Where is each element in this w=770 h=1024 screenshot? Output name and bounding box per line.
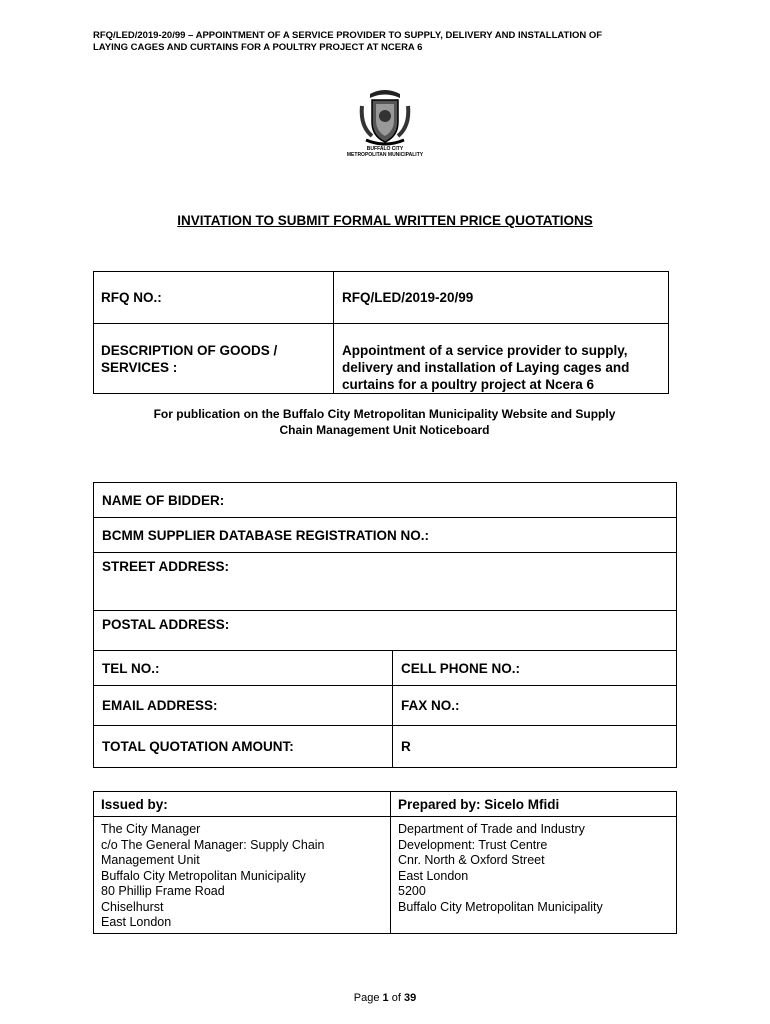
rfq-table [93, 271, 669, 394]
table-row [94, 518, 677, 553]
prepared-line: Buffalo City Metropolitan Municipality [398, 899, 603, 914]
publication-line-2: Chain Management Unit Noticeboard [279, 423, 490, 437]
prepared-line: 5200 [398, 884, 426, 898]
description-line-3: curtains for a poultry project at Ncera 6 [342, 377, 595, 392]
currency-field: R [393, 726, 677, 768]
total-pages: 39 [403, 992, 417, 1004]
logo-caption [325, 146, 445, 158]
rfq-label: RFQ NO.: [94, 272, 334, 324]
prepared-line: East London [398, 868, 469, 883]
page-number: 1 [382, 992, 389, 1004]
issued-line: Management Unit [101, 853, 200, 867]
issued-by-label: Issued by: [94, 792, 391, 817]
document-header [93, 30, 693, 54]
publication-note [93, 406, 676, 438]
prepared-line: Cnr. North & Oxford Street [398, 853, 545, 867]
header-line-1: RFQ/LED/2019-20/99 – APPOINTMENT OF A SERVICE PROVIDER TO SUPPLY, DELIVERY AND INSTALLATION OF [93, 30, 603, 41]
prepared-line: Development: Trust Centre [398, 837, 548, 852]
table-row [94, 324, 669, 394]
total-amount-field: TOTAL QUOTATION AMOUNT: [94, 726, 393, 768]
table-row [94, 686, 677, 726]
cell-phone-field: CELL PHONE NO.: [393, 651, 677, 686]
bidder-details-table [93, 482, 677, 768]
issued-by-address [94, 817, 391, 934]
table-row [94, 651, 677, 686]
of-word: of [391, 992, 401, 1004]
prepared-line: Department of Trade and Industry [398, 822, 585, 836]
tel-field: TEL NO.: [94, 651, 393, 686]
postal-address-field: POSTAL ADDRESS: [94, 611, 677, 651]
table-row [94, 817, 677, 934]
rfq-value: RFQ/LED/2019-20/99 [334, 272, 669, 324]
table-row [94, 272, 669, 324]
table-row [94, 483, 677, 518]
street-address-field: STREET ADDRESS: [94, 553, 677, 611]
bidder-name-field: NAME OF BIDDER: [94, 483, 677, 518]
issued-line: Chiselhurst [101, 899, 164, 914]
description-label-line-2: SERVICES : [101, 360, 178, 375]
table-row [94, 726, 677, 768]
page-footer [0, 992, 770, 1004]
description-line-2: delivery and installation of Laying cages and [342, 360, 630, 375]
logo-line-2: METROPOLITAN MUNICIPALITY [346, 152, 424, 158]
description-value [334, 324, 669, 394]
email-field: EMAIL ADDRESS: [94, 686, 393, 726]
fax-field: FAX NO.: [393, 686, 677, 726]
table-row [94, 611, 677, 651]
table-row [94, 553, 677, 611]
table-row [94, 792, 677, 817]
issued-line: c/o The General Manager: Supply Chain [101, 837, 325, 852]
header-line-2: LAYING CAGES AND CURTAINS FOR A POULTRY PROJECT AT NCERA 6 [93, 42, 423, 53]
page-word: Page [353, 992, 380, 1004]
publication-line-1: For publication on the Buffalo City Metropolitan Municipality Website and Supply [153, 407, 616, 421]
issued-line: The City Manager [101, 822, 201, 836]
issued-line: East London [101, 915, 172, 929]
page-title: INVITATION TO SUBMIT FORMAL WRITTEN PRICE QUOTATIONS [177, 213, 593, 228]
logo-line-1: BUFFALO CITY [366, 146, 404, 152]
issued-line: 80 Phillip Frame Road [101, 884, 225, 898]
issued-by-table [93, 791, 677, 934]
description-line-1: Appointment of a service provider to supply, [342, 343, 628, 358]
description-label [94, 324, 334, 394]
description-label-line-1: DESCRIPTION OF GOODS / [101, 343, 278, 358]
issued-line: Buffalo City Metropolitan Municipality [101, 868, 306, 883]
registration-number-field: BCMM SUPPLIER DATABASE REGISTRATION NO.: [94, 518, 677, 553]
prepared-by-address [391, 817, 677, 934]
prepared-by-label: Prepared by: Sicelo Mfidi [391, 792, 677, 817]
